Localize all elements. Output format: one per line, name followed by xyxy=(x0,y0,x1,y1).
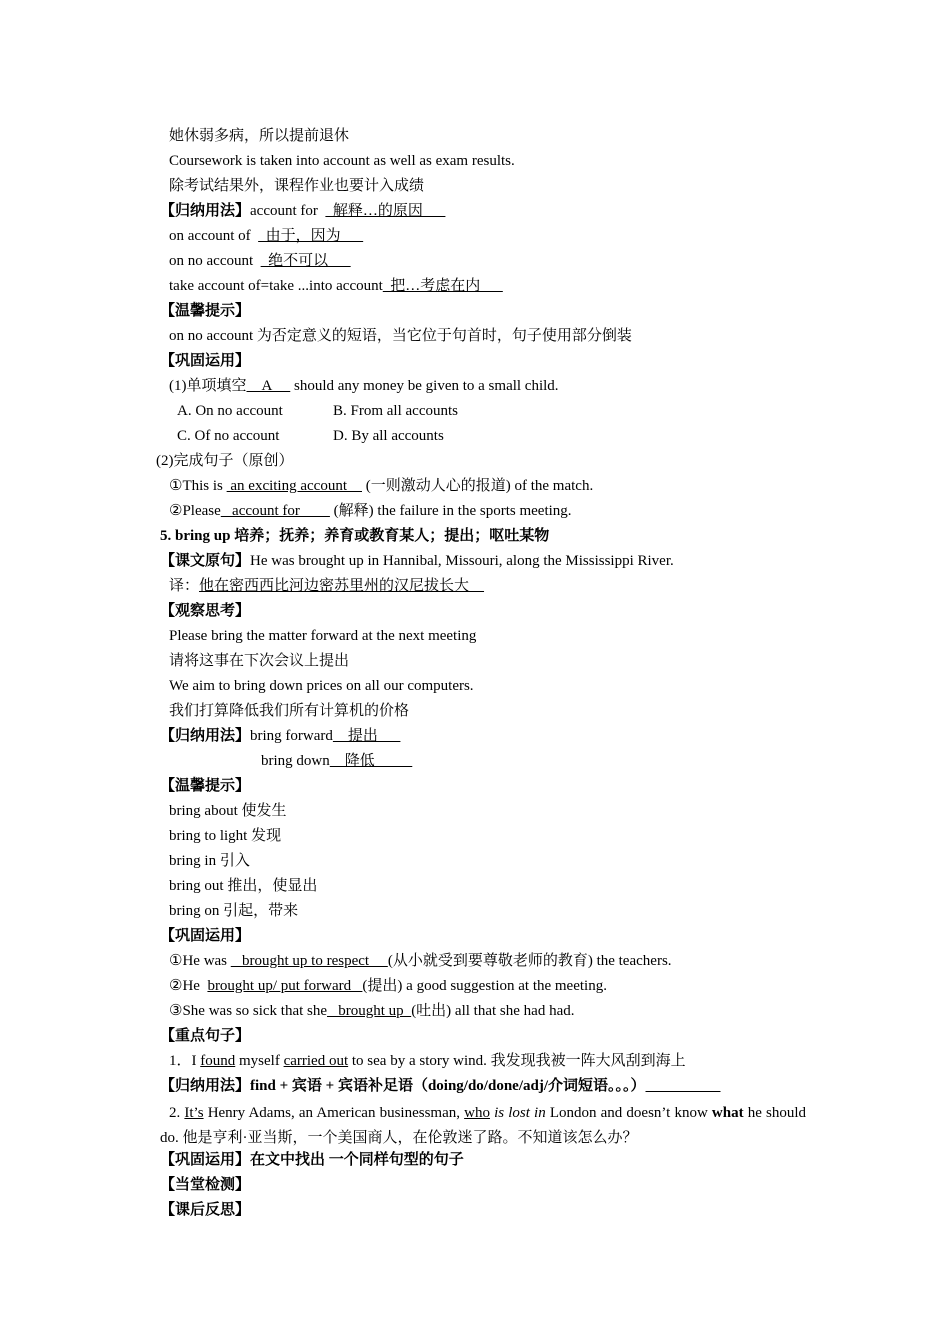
underlined-word: found xyxy=(200,1053,236,1069)
sentence-text: 2. xyxy=(169,1105,185,1121)
section-heading: 【当堂检测】 xyxy=(160,1177,251,1193)
text-line: 她休弱多病，所以提前退休 xyxy=(169,128,350,144)
usage-bring-down xyxy=(261,751,412,771)
original-sentence xyxy=(160,551,674,571)
answer-blank: 把…考虑在内 xyxy=(382,278,503,294)
section-heading: 【课后反思】 xyxy=(160,1202,251,1218)
answer-blank xyxy=(646,1078,721,1094)
key-sentence-2 xyxy=(160,1101,806,1151)
text-line: bring about 使发生 xyxy=(169,803,287,819)
section-heading: 【巩固运用】 xyxy=(160,353,251,369)
answer-blank: 他在密西西比河边密苏里州的汉尼拔长大 xyxy=(199,578,485,594)
section-label: 【归纳用法】 xyxy=(160,728,251,744)
section-heading: 【重点句子】 xyxy=(160,1028,251,1044)
option-d: D. By all accounts xyxy=(333,428,444,444)
sentence-text: to sea by a story wind. 我发现我被一阵大风刮到海上 xyxy=(348,1053,686,1069)
translation xyxy=(169,576,484,596)
bold-word: what xyxy=(711,1105,744,1121)
underlined-word: who xyxy=(464,1105,490,1121)
answer-blank: an exciting account xyxy=(226,478,362,494)
usage-bring-forward xyxy=(160,726,400,746)
answer-blank: brought up/ put forward xyxy=(207,978,363,994)
option-a: A. On no account xyxy=(177,403,283,419)
answer-blank: account for xyxy=(220,503,330,519)
option-c: C. Of no account xyxy=(177,428,280,444)
answer-blank: 解释…的原因 xyxy=(325,203,446,219)
sentence-text: ③She was so sick that she xyxy=(169,1003,328,1019)
key-sentence-1 xyxy=(169,1051,686,1071)
text-line: bring in 引入 xyxy=(169,853,250,869)
sentence-text: (提出) a good suggestion at the meeting. xyxy=(362,978,607,994)
sentence-text: ②He xyxy=(169,978,208,994)
sentence-1 xyxy=(169,476,593,496)
section-label: 【归纳用法】 xyxy=(160,203,251,219)
sentence-text: ①He was xyxy=(169,953,231,969)
italic-phrase: is lost in xyxy=(494,1105,546,1121)
answer-blank: 提出 xyxy=(332,728,401,744)
sentence-2 xyxy=(169,501,572,521)
text-line: We aim to bring down prices on all our computers. xyxy=(169,678,474,694)
phrase: take account of=take ...into account xyxy=(169,278,383,294)
usage-on-account-of xyxy=(169,226,363,246)
section-heading: 【巩固运用】在文中找出 一个同样句型的句子 xyxy=(160,1152,464,1168)
sentence-text: (一则激动人心的报道) of the match. xyxy=(362,478,594,494)
sentence-text: ①This is xyxy=(169,478,227,494)
phrase: bring forward xyxy=(250,728,333,744)
section-heading: 【巩固运用】 xyxy=(160,928,251,944)
answer-blank: brought up to respect xyxy=(230,953,388,969)
exercise-1 xyxy=(169,376,559,396)
usage-account-for xyxy=(160,201,445,221)
phrase: on account of xyxy=(169,228,259,244)
sentence-text: (解释) the failure in the sports meeting. xyxy=(329,503,572,519)
usage-text: 【归纳用法】find + 宾语 + 宾语补足语（doing/do/done/adj/介词短语。。。） xyxy=(160,1078,646,1094)
underlined-word: carried out xyxy=(283,1053,349,1069)
phrase: on no account xyxy=(169,253,261,269)
section-heading: 【观察思考】 xyxy=(160,603,251,619)
sentence-text: 1．I xyxy=(169,1053,201,1069)
sentence-text: myself xyxy=(235,1053,284,1069)
answer-blank: A xyxy=(246,378,291,394)
section-heading: 【温馨提示】 xyxy=(160,303,251,319)
sentence-text: He was brought up in Hannibal, Missouri, along the Mississippi River. xyxy=(250,553,674,569)
text-line: Coursework is taken into account as well as exam results. xyxy=(169,153,515,169)
sentence-text: Henry Adams, an American businessman, xyxy=(203,1105,465,1121)
answer-blank: brought up xyxy=(327,1003,412,1019)
text-line: 请将这事在下次会议上提出 xyxy=(169,653,350,669)
usage-on-no-account xyxy=(169,251,351,271)
answer-blank: 降低 xyxy=(329,753,413,769)
text-line: bring to light 发现 xyxy=(169,828,282,844)
sentence-text: (吐出) all that she had had. xyxy=(411,1003,575,1019)
sentence-text: ②Please xyxy=(169,503,221,519)
usage-find xyxy=(160,1076,721,1096)
text-line: 除考试结果外，课程作业也要计入成绩 xyxy=(169,178,425,194)
practice-1 xyxy=(169,951,672,971)
section-label: 【课文原句】 xyxy=(160,553,251,569)
usage-take-account-of xyxy=(169,276,503,296)
underlined-word: It’s xyxy=(184,1105,204,1121)
text-line: bring out 推出，使显出 xyxy=(169,878,318,894)
phrase: account for xyxy=(250,203,326,219)
practice-2 xyxy=(169,976,607,996)
exercise-text: should any money be given to a small child. xyxy=(290,378,559,394)
phrase: bring down xyxy=(261,753,330,769)
exercise-label: (1)单项填空 xyxy=(169,378,247,394)
text-line: on no account 为否定意义的短语，当它位于句首时，句子使用部分倒装 xyxy=(169,328,632,344)
practice-3 xyxy=(169,1001,574,1021)
answer-blank: 由于，因为 xyxy=(258,228,364,244)
sentence-text: he should do. 他是亨利·亚当斯，一个美国商人，在伦敦迷了路。不知道该怎么办？ xyxy=(160,1105,807,1146)
answer-blank: 绝不可以 xyxy=(260,253,351,269)
translation-label: 译： xyxy=(169,578,200,594)
exercise-2-label: (2)完成句子（原创） xyxy=(156,453,294,469)
text-line: bring on 引起，带来 xyxy=(169,903,299,919)
text-line: Please bring the matter forward at the next meeting xyxy=(169,628,477,644)
section-heading: 【温馨提示】 xyxy=(160,778,251,794)
sentence-text: (从小就受到要尊敬老师的教育) the teachers. xyxy=(387,953,672,969)
text-line: 我们打算降低我们所有计算机的价格 xyxy=(169,703,410,719)
entry-heading: 5. bring up 培养；抚养；养育或教育某人；提出；呕吐某物 xyxy=(160,528,550,544)
sentence-text: London and doesn’t know xyxy=(545,1105,712,1121)
option-b: B. From all accounts xyxy=(333,403,458,419)
